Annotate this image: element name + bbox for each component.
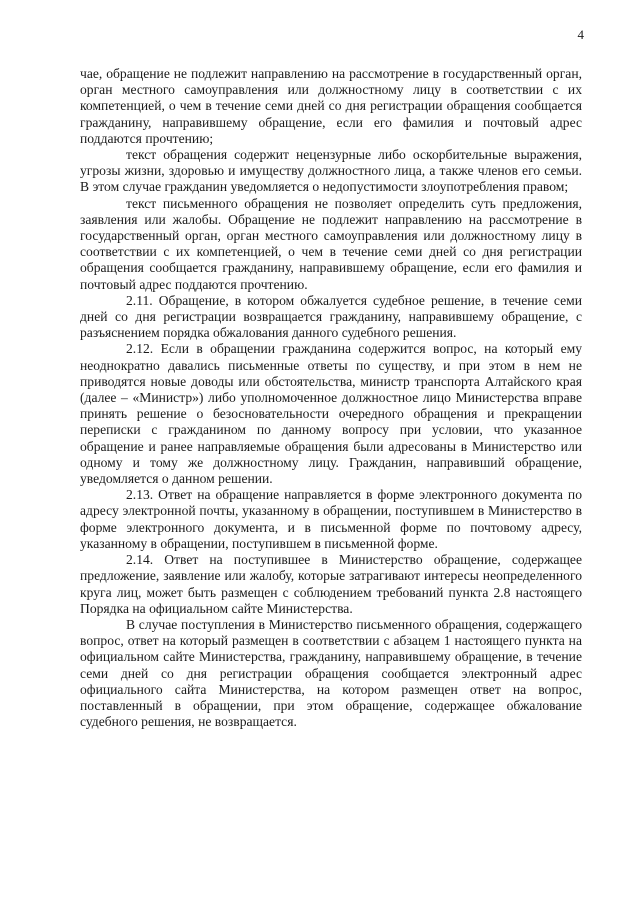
paragraph-2-13: 2.13. Ответ на обращение направляется в форме электронного документа по адресу электронной почты, указанному в обращении, поступившем в Министерство в форме электронного документа, и в письменной форме по почтовому адресу, указанному в обращении, поступившем в письменной форме. bbox=[80, 487, 582, 551]
paragraph-continuation: чае, обращение не подлежит направлению на рассмотрение в государственный орган, орган местного самоуправления или должностному лицу в соответствии с их компетенцией, о чем в течение семи дней со дня регистрации обращения сообщается гражданину, направившему обращение, если его фамилия и почтовый адрес поддаются прочтению; bbox=[80, 66, 582, 146]
paragraph-2-14-second: В случае поступления в Министерство письменного обращения, содержащего вопрос, ответ на который размещен в соответствии с абзацем 1 настоящего пункта на официальном сайте Министерства, гражданину, направившему обращение, в течение семи дней со дня регистрации обращения сообщается электронный адрес официального сайта Министерства, на котором размещен ответ на вопрос, поставленный в обращении, при этом обращение, содержащее обжалование судебного решения, не возвращается. bbox=[80, 616, 582, 730]
paragraph-unclear-essence: текст письменного обращения не позволяет определить суть предложения, заявления или жалобы. Обращение не подлежит направлению на рассмотрение в государственный орган, орган местного самоуправления или должностному лицу в соответствии с их компетенцией, о чем в течение семи дней со дня регистрации обращения сообщается гражданину, направившему обращение, если его фамилия и почтовый адрес поддаются прочтению. bbox=[80, 195, 582, 292]
paragraph-2-12: 2.12. Если в обращении гражданина содержится вопрос, на который ему неоднократно давались письменные ответы по существу, и при этом в нем не приводятся новые доводы или обстоятельства, министр транспорта Алтайского края (далее – «Министр») либо уполномоченное должностное лицо Министерства вправе принять решение о безосновательности очередного обращения и прекращении переписки с гражданином по данному вопросу при условии, что указанное обращение и ранее направляемые обращения были адресованы в Министерство или одному и тому же должностному лицу. Гражданин, направивший обращение, уведомляется о данном решении. bbox=[80, 341, 582, 487]
paragraph-obscene-content: текст обращения содержит нецензурные либо оскорбительные выражения, угрозы жизни, здоровью и имуществу должностного лица, а также членов его семьи. В этом случае гражданин уведомляется о недопустимости злоупотребления правом; bbox=[80, 147, 582, 195]
paragraph-2-14: 2.14. Ответ на поступившее в Министерство обращение, содержащее предложение, заявление или жалобу, которые затрагивают интересы неопределенного круга лиц, может быть размещен с соблюдением требований пункта 2.8 настоящего Порядка на официальном сайте Министерства. bbox=[80, 552, 582, 616]
page-number: 4 bbox=[577, 27, 584, 42]
paragraph-2-11: 2.11. Обращение, в котором обжалуется судебное решение, в течение семи дней со дня регистрации возвращается гражданину, направившему обращение, с разъяснением порядка обжалования данного судебного решения. bbox=[80, 292, 582, 341]
document-body bbox=[80, 66, 582, 730]
